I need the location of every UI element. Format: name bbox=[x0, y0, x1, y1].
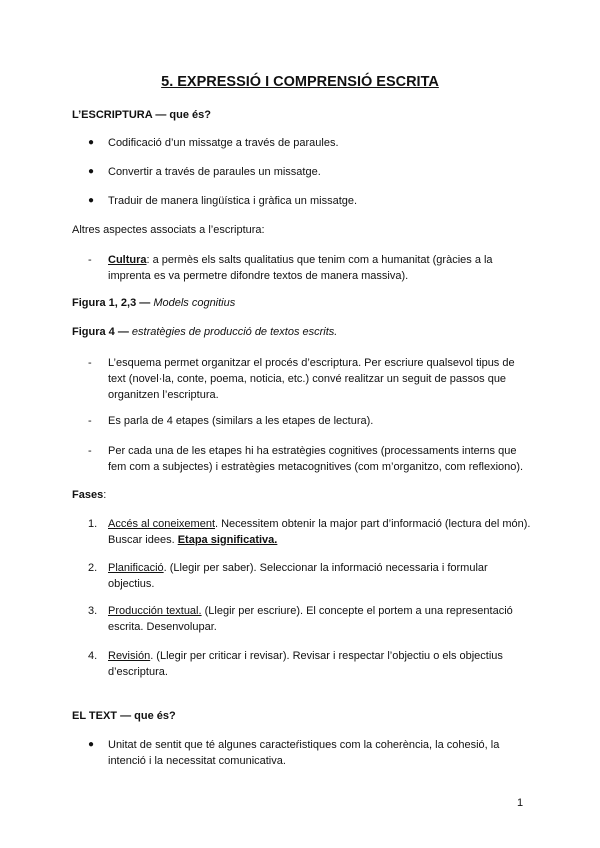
section-heading-escriptura: L’ESCRIPTURA — que és? bbox=[72, 109, 211, 121]
list-item: Convertir a través de paraules un missatge. bbox=[108, 166, 321, 178]
list-number: 2. bbox=[88, 562, 98, 574]
fase-item-1 bbox=[108, 516, 533, 548]
list-number: 1. bbox=[88, 518, 98, 530]
fases-colon: : bbox=[103, 489, 107, 501]
fase-term: Revisión bbox=[108, 650, 151, 662]
fase-text: (Llegir per escriure). El concepte el portem a una representació escrita. Desenvolupar. bbox=[108, 605, 513, 633]
list-item: Traduir de manera lingüística i gràfica un missatge. bbox=[108, 195, 358, 207]
paragraph-altres: Altres aspectes associats a l’escriptura: bbox=[72, 224, 265, 236]
list-item: Unitat de sentit que té algunes caracteŕistiques com la coherència, la cohesió, la intenció i la necessitat comunicativa. bbox=[108, 739, 500, 767]
fase-term: Planificació bbox=[108, 562, 164, 574]
figure-text: estratègies de producció de textos escrits. bbox=[131, 326, 338, 338]
fase-text: . (Llegir per criticar i revisar). Revisar i respectar l’objectiu o els objectius d’escriptura. bbox=[108, 650, 503, 678]
bullet-marker: ● bbox=[88, 195, 95, 206]
list-number: 3. bbox=[88, 605, 98, 617]
bullet-marker: ● bbox=[88, 137, 95, 148]
fases-heading bbox=[72, 487, 532, 503]
dash-marker: - bbox=[88, 254, 92, 266]
figure-label: Figura 4 — bbox=[72, 326, 129, 338]
term-cultura: Cultura bbox=[108, 254, 147, 266]
fase-item-2 bbox=[108, 560, 533, 592]
fase-term: Producción textual. bbox=[108, 605, 202, 617]
figure-caption-4 bbox=[72, 324, 532, 340]
list-number: 4. bbox=[88, 650, 98, 662]
list-item: Per cada una de les etapes hi ha estratègies cognitives (processaments interns que fem com a subjectes) i estratègies metacognitives (com m’organitzo, com reflexiono). bbox=[108, 445, 524, 473]
section-heading-text: EL TEXT — que és? bbox=[72, 710, 176, 722]
figure-label: Figura 1, 2,3 — bbox=[72, 297, 151, 309]
fase-text: . Necessitem obtenir la major part d’informació (lectura del món). Buscar idees. bbox=[108, 518, 531, 546]
list-item-cultura bbox=[108, 252, 533, 284]
fase-term: Accés al coneixement bbox=[108, 518, 215, 530]
figure-text: Models cognitius bbox=[153, 297, 236, 309]
list-item: L’esquema permet organitzar el procés d’escriptura. Per escriure qualsevol tipus de text (novel·la, conte, poema, noticia, etc.) convé realitzar un seguit de passos que organitzen l’escriptura. bbox=[108, 357, 515, 401]
page-number: 1 bbox=[517, 797, 524, 809]
cultura-text: : a permès els salts qualitatius que tenim com a humanitat (gràcies a la imprenta es va permetre difondre textos de manera massiva). bbox=[108, 254, 493, 282]
fase-item-3 bbox=[108, 603, 533, 635]
figure-caption-1 bbox=[72, 295, 532, 311]
fase-emphasis: Etapa significativa. bbox=[177, 534, 278, 546]
page-title: 5. EXPRESSIÓ I COMPRENSIÓ ESCRITA bbox=[161, 74, 439, 90]
list-item: Codificació d’un missatge a través de paraules. bbox=[108, 137, 339, 149]
list-item: Es parla de 4 etapes (similars a les etapes de lectura). bbox=[108, 415, 374, 427]
dash-marker: - bbox=[88, 415, 92, 427]
bullet-marker: ● bbox=[88, 739, 95, 750]
bullet-marker: ● bbox=[88, 166, 95, 177]
fase-item-4 bbox=[108, 648, 533, 680]
fases-label: Fases bbox=[72, 489, 104, 501]
fase-text: . (Llegir per saber). Seleccionar la informació necessaria i formular objectius. bbox=[108, 562, 488, 590]
dash-marker: - bbox=[88, 357, 92, 369]
dash-marker: - bbox=[88, 445, 92, 457]
